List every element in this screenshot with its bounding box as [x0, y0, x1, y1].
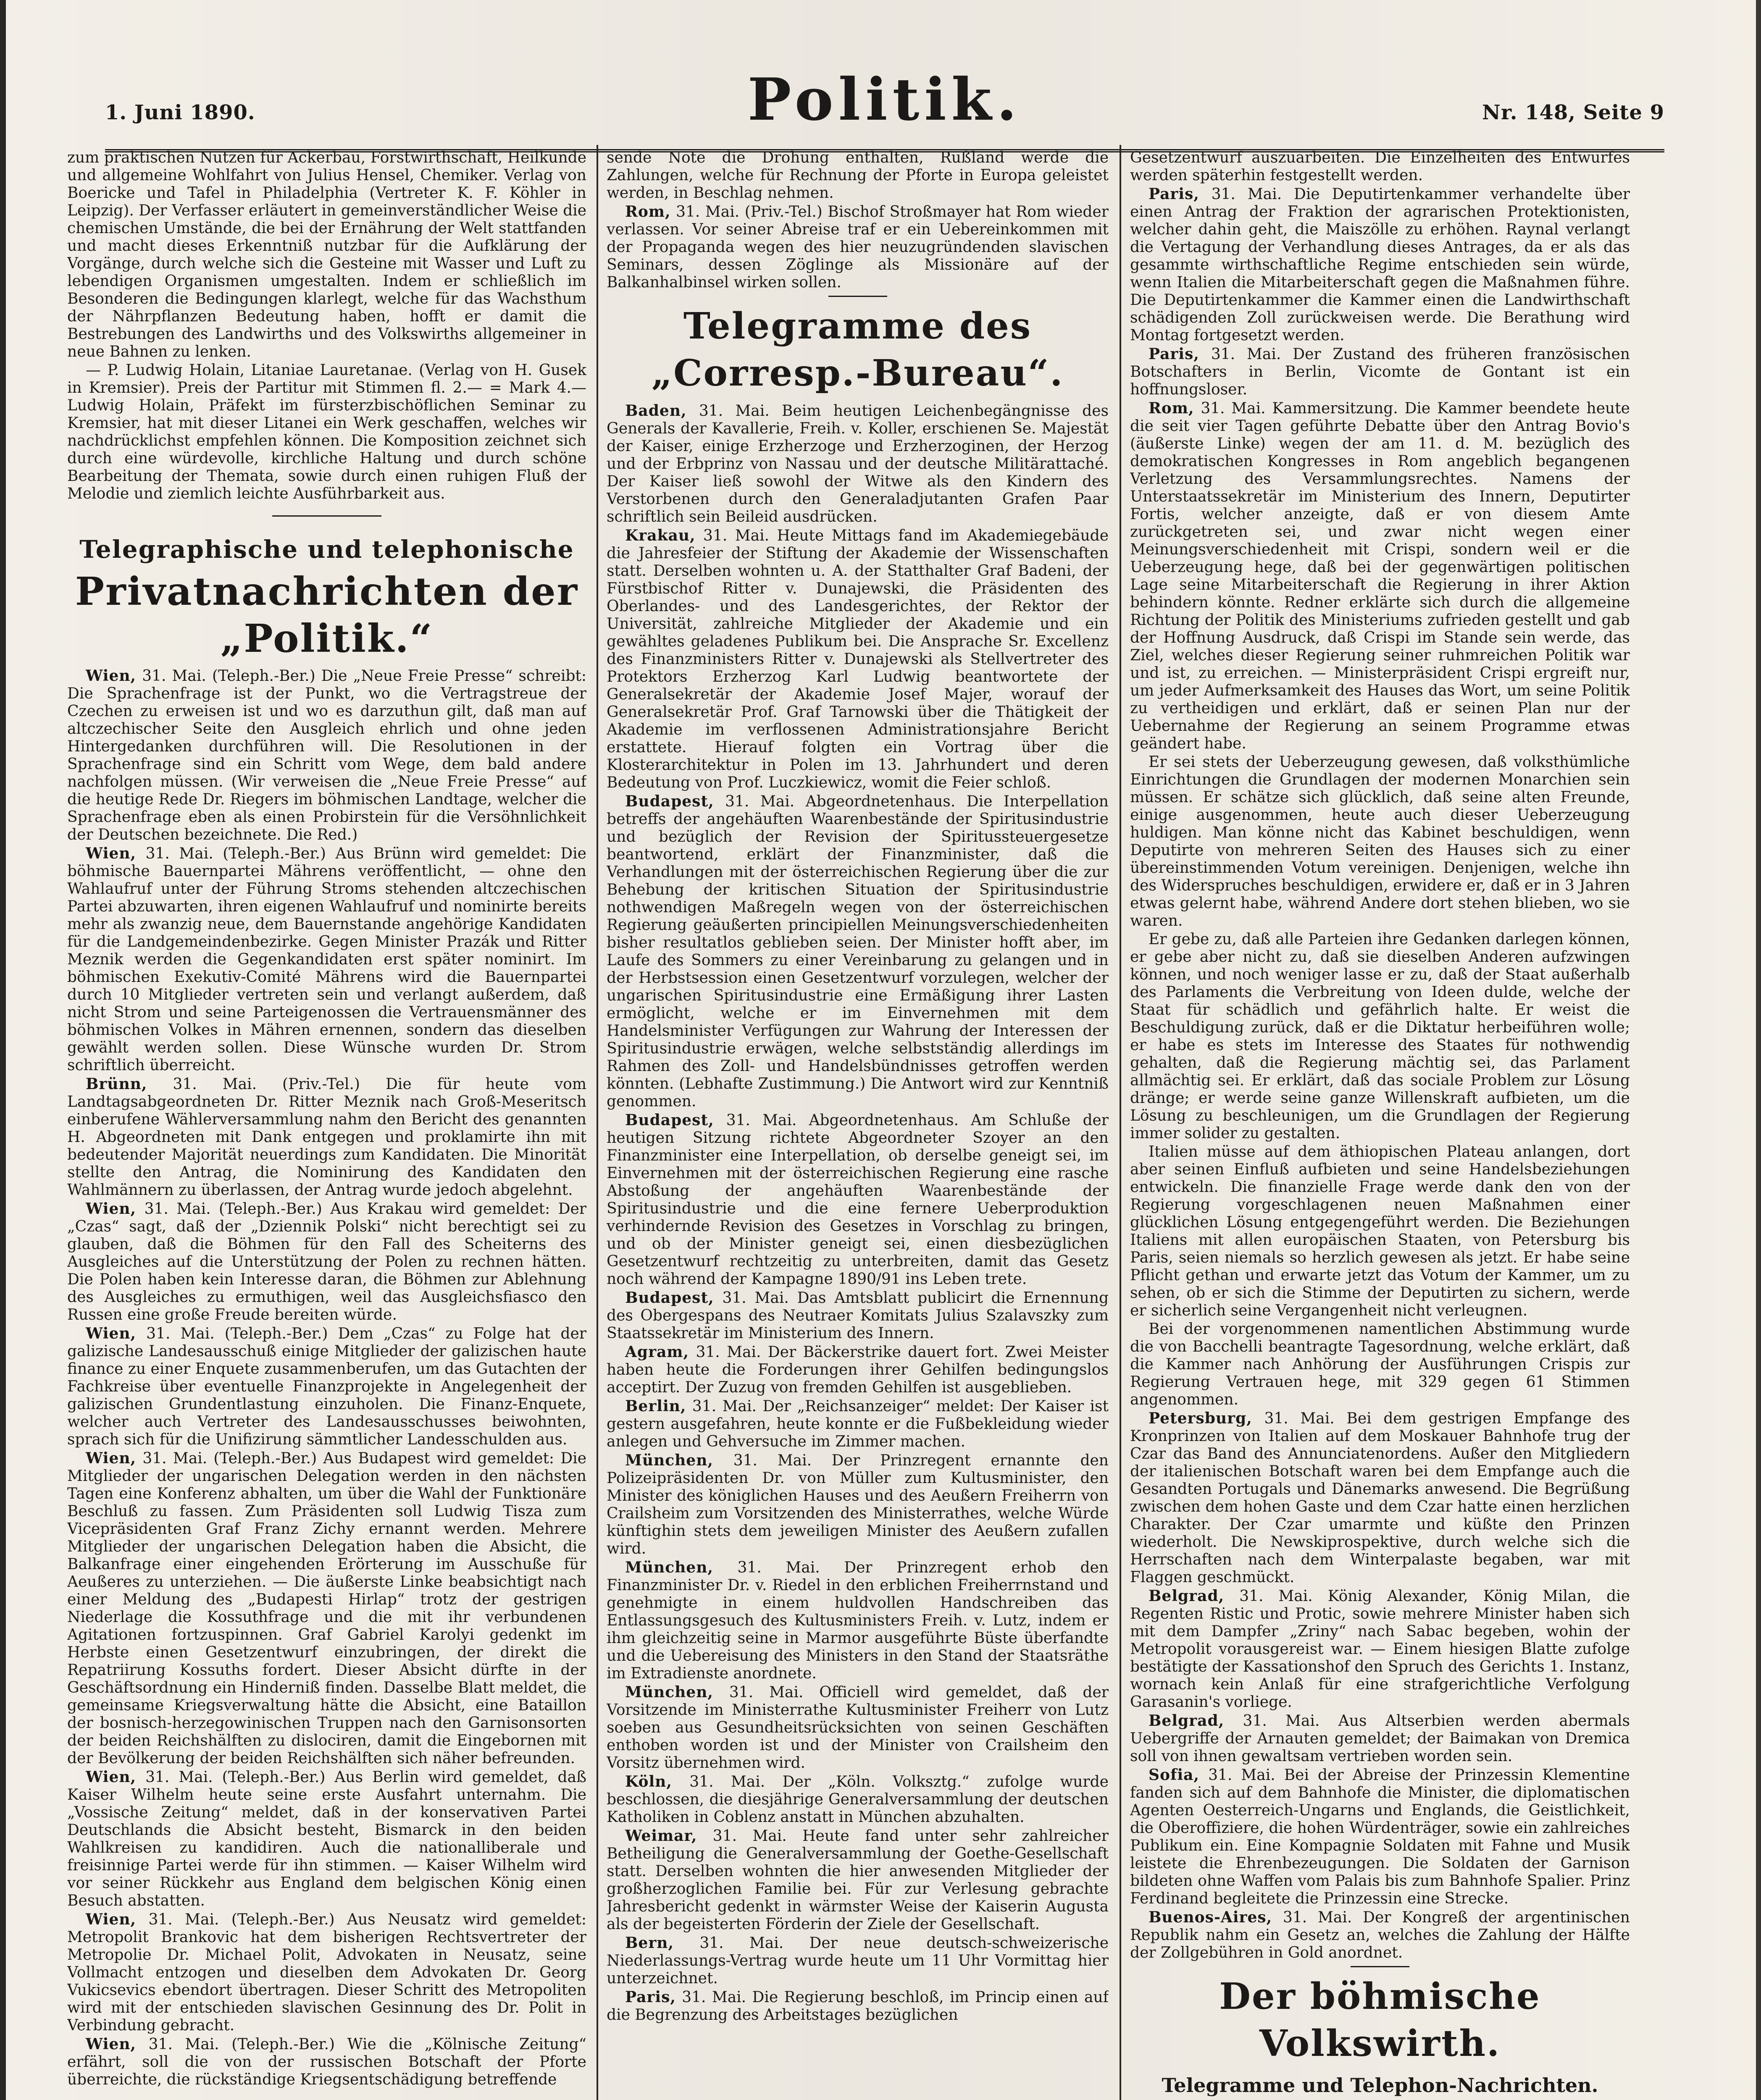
news-text: 31. Mai. Der „Köln. Volksztg.“ zufolge wurde beschlossen, die diesjährige Generalversammlung der deutschen Katholiken in Coblenz anstatt in München abzuhalten. [607, 1773, 1109, 1826]
dateline: Wien, [86, 2035, 137, 2053]
dateline: München, [625, 1683, 713, 1701]
column-divider [1120, 145, 1121, 2100]
column-1 [67, 149, 586, 2100]
news-item [607, 1452, 1109, 1558]
news-text: 31. Mai. Heute fand unter sehr zahlreicher Betheiligung die Generalversammlung der Goethe-Gesellschaft statt. Derselben wohnten die hier anwesenden Mitglieder der großherzoglichen Familie bei. Für zur Verlesung gebrachte Jahresbericht gedenkt in wärmster Weise der Kaiserin Augusta als der begeisterten Förderin der Ziele der Gesellschaft. [607, 1827, 1109, 1933]
news-text: 31. Mai. Beim heutigen Leichenbegängnisse des Generals der Kavallerie, Freih. v. Koller, erschienen Se. Majestät der Kaiser, einige Erzherzoge und Erzherzoginen, der Herzog und der Erbprinz von Nassau und der deutsche Militärattaché. Der Kaiser ließ sowohl der Witwe als den Kindern des Verstorbenen durch den Generaladjutanten Grafen Paar schriftlich sein Beileid ausdrücken. [607, 402, 1109, 525]
dateline: Krakau, [625, 527, 696, 544]
news-item [607, 1683, 1109, 1772]
news-text: 31. Mai. Der Zustand des früheren französischen Botschafters in Berlin, Vicomte de Gontant ist ein hoffnungsloser. [1130, 346, 1630, 398]
review-text: — P. Ludwig Holain, Litaniae Lauretanae. (Verlag von H. Gusek in Kremsier). Preis der Partitur mit Stimmen fl. 2.— = Mark 4.— Ludwig Holain, Präfekt im fürsterzbischöflichen Seminar zu Kremsier, hat mit dieser Litanei ein Werk geschaffen, welches wir nachdrücklichst empfehlen können. Die Komposition zeichnet sich durch eine würdevolle, kirchliche Haltung und durch schöne Bearbeitung der Themata, sowie durch einen ruhigen Fluß der Melodie und ziemlich leichte Ausführbarkeit aus. [67, 362, 586, 502]
column-2 [607, 149, 1109, 2100]
news-text: 31. Mai. Abgeordnetenhaus. Die Interpellation betreffs der angehäuften Waarenbestände der Spiritusindustrie und bezüglich der Revision der Spiritussteuergesetze beantwortend, erklärt der Finanzminister, daß die Verhandlungen mit der österreichischen Regierung über die zur Behebung der kritischen Situation der Spiritusindustrie nothwendigen Maßregeln wegen von der österreichischen Regierung geäußerten principiellen Meinungsverschiedenheiten bisher resultatlos geblieben seien. Der Minister hofft aber, im Laufe des Sommers zu einer Vereinbarung zu gelangen und in der Herbstsession einen Gesetzentwurf vorzulegen, welcher der ungarischen Spiritusindustrie eine Ermäßigung ihrer Lasten ermöglicht, welche er im Einvernehmen mit dem Handelsminister Verfügungen zur Wahrung der Interessen der Spiritusindustrie erwägen, welche selbstständig allerdings im Rahmen des Zoll- und Handelsbündnisses getroffen werden könnten. (Lebhafte Zustimmung.) Die Antwort wird zur Kenntniß genommen. [607, 793, 1109, 1110]
section-subheading: Telegramme und Telephon-Nachrichten. [1162, 2074, 1598, 2097]
news-item [67, 2035, 586, 2089]
news-item [1130, 1908, 1630, 1962]
news-text: 31. Mai. Der Prinzregent erhob den Finanzminister Dr. v. Riedel in den erblichen Freiherrnstand und genehmigte in einem huldvollen Handschreiben das Entlassungsgesuch des Kultusministers Freih. v. Lutz, indem er ihm gleichzeitig seine in Marmor ausgeführte Büste überfandte und die Uebereisung des Ministers in den Stand der Staatsräthe im Extradienste anordnete. [607, 1559, 1109, 1682]
section-divider [1351, 1966, 1409, 1967]
news-item [67, 845, 586, 1074]
news-paragraph: Italien müsse auf dem äthiopischen Plateau anlangen, dort aber seinen Einfluß aufbieten und seine Handelsbeziehungen entwickeln. Die finanzielle Frage werde dank den von der Regierung vorgeschlagenen neuen Maßnahmen einer glücklichen Lösung entgegengeführt werden. Die Beziehungen Italiens mit allen europäischen Staaten, von Petersburg bis Paris, seien niemals so herzlich gewesen als jetzt. Er habe seine Pflicht gethan und erwarte jetzt das Votum der Kammer, um zu sehen, ob er sich die Stimme der Deputirten zu sichern, werde er sicherlich seine Vergangenheit nicht verleugnen. [1130, 1143, 1630, 1319]
dateline: Wien, [86, 1449, 137, 1467]
dateline: München, [625, 1559, 713, 1576]
issue-number: Nr. 148, Seite 9 [1482, 101, 1664, 124]
scan-edge-right [1756, 0, 1761, 2100]
news-item [607, 1827, 1109, 1933]
news-text: 31. Mai. Abgeordnetenhaus. Am Schluße der heutigen Sitzung richtete Abgeordneter Szoyer an den Finanzminister eine Interpellation, ob derselbe geneigt sei, im Einvernehmen mit der österreichischen Regierung eine rasche Abstoßung der angehäuften Waarenbestände der Spiritusindustrie und die eine fernere Ueberproduktion verhindernde Revision des Gesetzes in Vorschlag zu bringen, und ob der Minister geneigt sei, einen diesbezüglichen Gesetzentwurf rechtzeitig zu unterbreiten, damit das Gesetz noch während der Kampagne 1890/91 ins Leben trete. [607, 1112, 1109, 1288]
dateline: Budapest, [625, 793, 714, 810]
news-item [67, 1075, 586, 1199]
dateline: Budapest, [625, 1289, 714, 1307]
section-divider [272, 515, 381, 517]
news-item [67, 1449, 586, 1767]
news-text: 31. Mai. (Teleph.-Ber.) Die „Neue Freie Presse“ schreibt: Die Sprachenfrage ist der Punkt, wo die Vertragstreue der Czechen zu erweisen ist und wo es darzuthun gilt, daß man auf altczechischer Seite den Ausgleich ehrlich und ohne jeden Hintergedanken durchführen will. Die Resolutionen in der Sprachenfrage sind ein Schritt vom Wege, dem bald andere nachfolgen müssen. (Wir verweisen die „Neue Freie Presse“ auf die heutige Rede Dr. Riegers im böhmischen Landtage, welcher die Sprachenfrage eben als einen Probirstein für die Versöhnlichkeit der Deutschen bezeichnete. Die Red.) [67, 667, 586, 843]
dateline: Agram, [625, 1343, 689, 1361]
news-item [1130, 1712, 1630, 1765]
news-text-continued: sende Note die Drohung enthalten, Rußland werde die Zahlungen, welche für Rechnung der Pforte in Europa geleistet werden, in Beschlag nehmen. [607, 149, 1109, 202]
dateline: Wien, [86, 1768, 137, 1786]
dateline: Berlin, [625, 1397, 686, 1415]
news-item [607, 1397, 1109, 1451]
news-item [67, 1200, 586, 1324]
news-text: 31. Mai. Das Amtsblatt publicirt die Ernennung des Obergespans des Neutraer Komitats Julius Szalavszky zum Staatssekretär im Ministerium des Innern. [607, 1289, 1109, 1342]
news-item [1130, 345, 1630, 399]
news-text: 31. Mai. Kammersitzung. Die Kammer beendete heute die seit vier Tagen geführte Debatte über den Antrag Bovio's (äußerste Linke) wegen der am 11. d. M. bezüglich des demokratischen Kongresses in Rom angeblich begangenen Verletzung des Versammlungsrechtes. Namens der Unterstaatssekretär im Ministerium des Innern, Deputirter Fortis, welcher anzeigte, daß er von diesem Amte zurückgetreten sei, und zwar nicht wegen einer Meinungsverschiedenheit mit Crispi, sondern weil er die Ueberzeugung hege, daß bei der gegenwärtigen politischen Lage seine Mitarbeiterschaft die Regierung in ihrer Aktion behindern könnte. Redner erklärte sich durch die allgemeine Richtung der Politik des Ministeriums zufrieden gestellt und gab der Hoffnung Ausdruck, daß Crispi im Stande sein werde, das Ziel, welches dieser Regierung seiner ruhmreichen Politik war und ist, zu erreichen. — Ministerpräsident Crispi ergreift nur, um jeder Aufmerksamkeit des Hauses das Wort, um seine Politik zu vertheidigen und erklärt, daß er seinen Plan nur der Uebernahme der Regierung an seinem Programme etwas geändert habe. [1130, 400, 1630, 752]
dateline: Wien, [86, 845, 137, 862]
news-item [607, 1773, 1109, 1826]
section-heading: Der böhmische Volkswirth. [1219, 1975, 1541, 2065]
news-item [607, 527, 1109, 792]
news-text: 31. Mai. Die Deputirtenkammer verhandelte über einen Antrag der Fraktion der agrarischen Protektionisten, welcher dahin geht, die Maiszölle zu erhöhen. Raynal verlangt die Vertagung der Verhandlung dieses Antrages, da er als das gesammte wirthschaftliche Regime entschieden sein würde, wenn Italien die Mitarbeiterschaft gegen die Maßnahmen führe. Die Deputirtenkammer die Kammer einen die Landwirthschaft schädigenden Zoll zurückweisen werde. Die Berathung wird Montag fortgesetzt werden. [1130, 186, 1630, 344]
news-item [607, 1988, 1109, 2024]
dateline: Brünn, [86, 1075, 147, 1093]
issue-date: 1. Juni 1890. [105, 101, 255, 124]
news-text: 31. Mai. Bei dem gestrigen Empfange des Kronprinzen von Italien auf dem Moskauer Bahnhofe trug der Czar das Band des Annunciatenordens. Außer den Mitgliedern der italienischen Botschaft waren bei dem Empfange auch die Gesandten Portugals und Dänemarks anwesend. Die Begrüßung zwischen dem hohen Gaste und dem Czar hatte einen herzlichen Charakter. Der Czar umarmte und küßte den Prinzen wiederholt. Die Newskiprospektive, durch welche sich die Herrschaften nach dem Winterpalaste begaben, war mit Flaggen geschmückt. [1130, 1410, 1630, 1586]
news-text: 31. Mai. Heute Mittags fand im Akademiegebäude die Jahresfeier der Stiftung der Akademie der Wissenschaften statt. Derselben wohnten u. A. der Statthalter Graf Badeni, der Fürstbischof Ritter v. Dunajewski, die Präsidenten des Oberlandes- und des Landesgerichtes, der Rektor der Universität, zahlreiche Mitglieder der Akademie und ein gewähltes geladenes Publikum bei. Die Ansprache Sr. Excellenz des Finanzministers Ritter v. Dunajewski als Stellvertreter des Protektors Erzherzog Karl Ludwig beantwortete der Generalsekretär der Akademie Josef Majer, worauf der Generalsekretär Prof. Graf Tarnowski über die Thätigkeit der Akademie im verflossenen Administrationsjahre Bericht erstattete. Hierauf folgten ein Vortrag über die Klosterarchitektur in Polen im 13. Jahrhundert und deren Bedeutung von Prof. Luczkiewicz, womit die Feier schloß. [607, 527, 1109, 791]
news-paragraph: Bei der vorgenommenen namentlichen Abstimmung wurde die von Bacchelli beantragte Tagesordnung, welche erklärt, daß die Kammer nach Anhörung der Ausführungen Crispis zur Regierung Vertrauen hege, mit 329 gegen 61 Stimmen angenommen. [1130, 1320, 1630, 1408]
news-text: 31. Mai. (Teleph.-Ber.) Dem „Czas“ zu Folge hat der galizische Landesausschuß einige Mitglieder der galizischen haute finance zu einer Enquete zusammenberufen, um das Gutachten der Fachkreise über eventuelle Finanzprojekte in Angelegenheit der galizischen Grundentlastung einzuholen. Die Finanz-Enquete, welcher auch Vertreter des Landesausschusses beiwohnten, sprach sich für die Unifizirung sämmtlicher Landesschulden aus. [67, 1325, 586, 1448]
news-text: 31. Mai. Der neue deutsch-schweizerische Niederlassungs-Vertrag wurde heute um 11 Uhr Vormittag hier unterzeichnet. [607, 1935, 1109, 1987]
dateline: Paris, [625, 1988, 676, 2006]
page-header [105, 63, 1664, 147]
news-text: 31. Mai. Aus Altserbien werden abermals Uebergriffe der Arnauten gemeldet; der Baimakan von Dremica soll von ihnen gewaltsam vertrieben worden sein. [1130, 1712, 1630, 1765]
section-heading: Privatnachrichten der „Politik.“ [75, 569, 579, 661]
news-item [67, 1768, 586, 1910]
news-item [607, 1934, 1109, 1987]
news-item [607, 1343, 1109, 1396]
section-heading: Telegramme des „Corresp.-Bureau“. [651, 305, 1064, 394]
column-divider [597, 145, 598, 2100]
dateline: Wien, [86, 1200, 137, 1218]
dateline: Belgrad, [1149, 1587, 1225, 1605]
news-item [607, 793, 1109, 1110]
news-paragraph: Er sei stets der Ueberzeugung gewesen, daß volksthümliche Einrichtungen die Grundlagen der modernen Monarchien sein müssen. Er schätze sich glücklich, daß seine alten Freunde, einige ausgenommen, heute auch dieser Ueberzeugung huldigen. Man könne nicht das Kabinet beschuldigen, wenn Deputirte von mehreren Seiten des Hauses sich zu einer übereinstimmenden Votum vereinigen. Denjenigen, welche ihn des Widerspruches beschuldigen, erwidere er, daß er in 3 Jahren etwas gelernt habe, während Andere dort stehen blieben, wo sie waren. [1130, 753, 1630, 929]
news-item [607, 1111, 1109, 1288]
news-text: 31. Mai. (Teleph.-Ber.) Aus Krakau wird gemeldet: Der „Czas“ sagt, daß der „Dziennik Polski“ nicht berechtigt sei zu glauben, daß die Böhmen für den Fall des Scheiterns des Ausgleiches auf die Unterstützung der Polen zu rechnen hätten. Die Polen haben kein Interesse daran, die Böhmen zur Ablehnung des Ausgleiches zu ermuthigen, weil das Ausgleichsfiasco den Russen eine große Freude bereiten würde. [67, 1200, 586, 1323]
news-text: 31. Mai. (Teleph.-Ber.) Wie die „Kölnische Zeitung“ erfährt, soll die von der russischen Botschaft der Pforte überreichte, die rückständige Kriegsentschädigung betreffende [67, 2036, 586, 2088]
review-text: zum praktischen Nutzen für Ackerbau, Forstwirthschaft, Heilkunde und allgemeine Wohlfahrt von Julius Hensel, Chemiker. Verlag von Boericke und Tafel in Philadelphia (Vertreter K. F. Köhler in Leipzig). Der Verfasser erläutert in gemeinverständlicher Weise die chemischen Umstände, die bei der Ernährung der Welt stattfanden und macht dieses Erkenntniß nutzbar für die Aufklärung der Vorgänge, durch welche sich die Gesteine mit Wasser und Luft zu lebendigen Organismen umgestalten. Indem er schließlich im Besonderen die Bedingungen klarlegt, welche für das Wachsthum der Nährpflanzen Bedeutung haben, hofft er damit die Bestrebungen des Landwirths und des Volkswirths allgemeiner in neue Bahnen zu lenken. [67, 149, 586, 360]
dateline: Wien, [86, 667, 137, 685]
news-text: 31. Mai. Bei der Abreise der Prinzessin Klementine fanden sich auf dem Bahnhofe die Minister, die diplomatischen Agenten Oesterreich-Ungarns und Englands, die Geistlichkeit, die Oberoffiziere, die hohen Würdenträger, sowie ein zahlreiches Publikum ein. Eine Kompagnie Soldaten mit Fahne und Musik leistete die Ehrenbezeugungen. Die Soldaten der Garnison bildeten ohne Waffen vom Palais bis zum Bahnhofe Spalier. Prinz Ferdinand begleitete die Prinzessin eine Strecke. [1130, 1767, 1630, 1907]
news-item [1130, 185, 1630, 344]
dateline: Rom, [1149, 399, 1194, 417]
scan-edge-left [0, 0, 6, 2100]
news-item [1130, 1766, 1630, 1908]
dateline: Wien, [86, 1911, 137, 1928]
dateline: Wien, [86, 1325, 137, 1342]
news-text: 31. Mai. Die Regierung beschloß, im Princip einen auf die Begrenzung des Arbeitstages bezüglichen [607, 1989, 1109, 2024]
dateline: Paris, [1149, 185, 1199, 203]
section-divider [828, 296, 887, 297]
news-text: 31. Mai. (Teleph.-Ber.) Aus Neusatz wird gemeldet: Metropolit Brankovic hat dem bisherigen Rechtsvertreter der Metropolie Dr. Michael Polit, Advokaten in Neusatz, seine Vollmacht entzogen und dieselben dem Advokaten Dr. Georg Vukicsevics ebendort übertragen. Dieser Schritt des Metropoliten wird mit der entschieden slavischen Gesinnung des Dr. Polit in Verbindung gebracht. [67, 1911, 586, 2034]
news-text: 31. Mai. Der Prinzregent ernannte den Polizeipräsidenten Dr. von Müller zum Kultusminister, den Minister des königlichen Hauses und des Aeußern Freiherrn von Crailsheim zum Vorsitzenden des Ministerrathes, welche Würde künftighin stets dem jeweiligen Minister des Aeußern zufallen wird. [607, 1452, 1109, 1557]
dateline: Sofia, [1149, 1766, 1200, 1784]
news-paragraph: Er gebe zu, daß alle Parteien ihre Gedanken darlegen können, er gebe aber nicht zu, daß sie dieselben Anderen aufzwingen können, und noch weniger lasse er zu, daß der Staat außerhalb des Parlaments die Verbreitung von Ideen dulde, welche der Staat für schädlich und gefährlich halte. Er weist die Beschuldigung zurück, daß er die Diktatur herbeiführen wolle; er habe es stets im Interesse des Staates für nothwendig gehalten, daß die Regierung mächtig sei, das Parlament allmächtig sei. Er erklärt, daß das sociale Problem zur Lösung dränge; er werde seine ganze Willenskraft aufbieten, um die Lösung zu beschleunigen, um die Grundlagen der Regierung immer solider zu gestalten. [1130, 931, 1630, 1142]
news-item [67, 667, 586, 844]
news-text: 31. Mai. (Teleph.-Ber.) Aus Berlin wird gemeldet, daß Kaiser Wilhelm heute seine erste Ausfahrt unternahm. Die „Vossische Zeitung“ meldet, daß in der konservativen Partei Deutschlands die Absicht besteht, Bismarck in den beiden Wahlkreisen zu kandidiren. Auch die nationalliberale und freisinnige Partei werde für ihn stimmen. — Kaiser Wilhelm wird vor seiner Rückkehr aus England dem belgischen König einen Besuch abstatten. [67, 1769, 586, 1909]
section-heading-small: Telegraphische und telephonische [79, 535, 574, 564]
news-item [607, 203, 1109, 291]
dateline: Budapest, [625, 1111, 714, 1129]
news-text-continued: Gesetzentwurf auszuarbeiten. Die Einzelheiten des Entwurfes werden späterhin festgestellt werden. [1130, 149, 1630, 184]
dateline: Belgrad, [1149, 1712, 1225, 1730]
news-item [67, 1325, 586, 1449]
dateline: München, [625, 1452, 713, 1469]
news-item [607, 402, 1109, 526]
news-text: 31. Mai. Officiell wird gemeldet, daß der Vorsitzende im Ministerrathe Kultusminister Freiherr von Lutz soeben aus Gesundheitsrücksichten von seinen Geschäften enthoben worden ist und der Minister von Crailsheim den Vorsitz übernehmen wird. [607, 1684, 1109, 1772]
dateline: Köln, [625, 1773, 672, 1790]
news-text: 31. Mai. (Priv.-Tel.) Die für heute vom Landtagsabgeordneten Dr. Ritter Meznik nach Groß-Meseritsch einberufene Wählerversammlung nahm den Bericht des genannten H. Abgeordneten mit Dank entgegen und proklamirte ihn mit bedeutender Majorität neuerdings zum Kandidaten. Die Minorität stellte den Antrag, die Nominirung des Kandidaten den Wahlmännern zu überlassen, der Antrag wurde jedoch abgelehnt. [67, 1076, 586, 1199]
news-item [1130, 399, 1630, 753]
dateline: Baden, [625, 402, 687, 420]
news-item [607, 1559, 1109, 1683]
news-item [607, 1289, 1109, 1342]
news-item [1130, 1410, 1630, 1586]
news-text: 31. Mai. (Priv.-Tel.) Bischof Stroßmayer hat Rom wieder verlassen. Vor seiner Abreise traf er ein Uebereinkommen mit der Propaganda wegen des hier neuzugründenden slavischen Seminars, dessen Zöglinge als Missionäre auf der Balkanhalbinsel wirken sollen. [607, 203, 1109, 291]
news-text: 31. Mai. König Alexander, König Milan, die Regenten Ristic und Protic, sowie mehrere Minister haben sich mit dem Dampfer „Zriny“ nach Sabac begeben, wohin der Metropolit vorausgereist war. — Einem hiesigen Blatte zufolge bestätigte der Kassationshof den Spruch des Gerichts 1. Instanz, wornach kein Anlaß für eine strafgerichtliche Verfolgung Garasanin's vorliege. [1130, 1588, 1630, 1711]
dateline: Petersburg, [1149, 1410, 1252, 1427]
dateline: Buenos-Aires, [1149, 1908, 1272, 1926]
dateline: Bern, [625, 1934, 674, 1952]
news-text: 31. Mai. (Teleph.-Ber.) Aus Brünn wird gemeldet: Die böhmische Bauernpartei Mährens veröffentlicht, — ohne den Wahlaufruf unter der Führung Stroms stehenden altczechischen Partei abzuwarten, ihren eigenen Wahlaufruf und nominirte bereits mehr als zwanzig neue, dem Bauernstande angehörige Kandidaten für die Landgemeindenbezirke. Gegen Minister Prazák und Ritter Meznik werden die Gegenkandidaten erst später nominirt. Im böhmischen Exekutiv-Comité Mährens wird die Bauernpartei durch 10 Mitglieder vertreten sein und verlangt außerdem, daß nicht Strom und seine Parteigenossen die Vertrauensmänner des böhmischen Volkes in Mähren ernennen, sondern das dieselben gewählt werden sollen. Diese Wünsche wurden Dr. Strom schriftlich überreicht. [67, 845, 586, 1074]
news-item [67, 1911, 586, 2034]
news-text: 31. Mai. (Teleph.-Ber.) Aus Budapest wird gemeldet: Die Mitglieder der ungarischen Delegation werden in den nächsten Tagen eine Konferenz abhalten, um über die Wahl der Funktionäre Beschluß zu fassen. Zum Präsidenten soll Ludwig Tisza zum Vicepräsidenten Graf Franz Zichy ernannt werden. Mehrere Mitglieder der ungarischen Delegation haben die Absicht, die Balkanfrage einer eingehenden Erörterung im Ausschuße für Aeußeres zu unterziehen. — Die äußerste Linke beabsichtigt nach einer Meldung des „Budapesti Hirlap“ trotz der gestrigen Niederlage die Kossuthfrage und die mit ihr verbundenen Agitationen fortzuspinnen. Graf Gabriel Karolyi gedenkt im Herbste einen Gesetzentwurf einzubringen, der direkt die Repatriirung Kossuths fordert. Dieser Absicht dürfte in der Geschäftsordnung ein Hinderniß finden. Dasselbe Blatt meldet, die gemeinsame Kriegsverwaltung hätte die Absicht, eine Bataillon der bosnisch-herzegowinischen Truppen nach den Garnisonsorten der beiden Reichshälften zu dislociren, damit die Eingebornen mit der Bevölkerung der beiden Reichshälften sich näher befreunden. [67, 1450, 586, 1767]
news-text: 31. Mai. Der Bäckerstrike dauert fort. Zwei Meister haben heute die Forderungen ihrer Gehilfen bedingungslos acceptirt. Der Zuzug von fremden Gehilfen ist ausgeblieben. [607, 1344, 1109, 1396]
news-item [1130, 1587, 1630, 1711]
column-3 [1130, 149, 1630, 2100]
masthead-title: Politik. [747, 65, 1022, 134]
news-text: 31. Mai. Der Kongreß der argentinischen Republik nahm ein Gesetz an, welches die Zahlung der Hälfte der Zollgebühren in Gold anordnet. [1130, 1909, 1630, 1961]
dateline: Paris, [1149, 345, 1199, 363]
dateline: Weimar, [625, 1827, 697, 1845]
dateline: Rom, [625, 203, 671, 220]
news-text: 31. Mai. Der „Reichsanzeiger“ meldet: Der Kaiser ist gestern ausgefahren, heute konnte er die Fußbekleidung wieder anlegen und Gehversuche im Zimmer machen. [607, 1398, 1109, 1450]
